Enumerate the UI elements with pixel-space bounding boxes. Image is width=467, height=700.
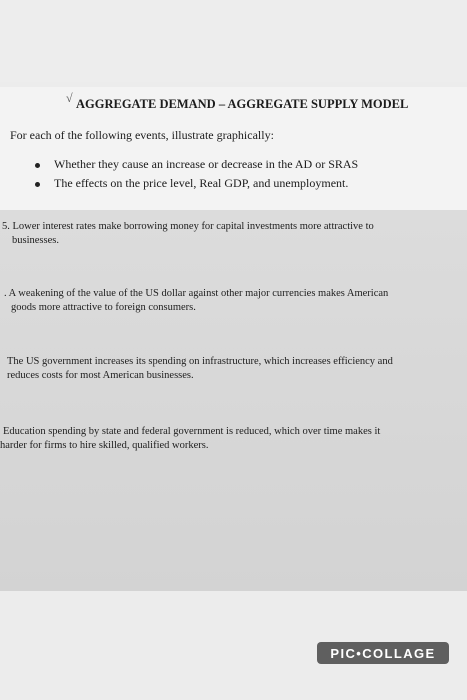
bullet-item xyxy=(0,176,467,195)
instructions-text: For each of the following events, illustrate graphically: xyxy=(10,128,274,142)
event-line: The US government increases its spending on infrastructure, which increases efficiency and xyxy=(7,356,393,367)
event-line: Education spending by state and federal government is reduced, which over time makes it xyxy=(3,426,381,437)
event-line: . A weakening of the value of the US dollar against other major currencies makes American xyxy=(4,288,389,299)
event-item-5 xyxy=(2,220,467,248)
instruction-bullets xyxy=(0,157,467,195)
worksheet-title-row xyxy=(66,91,466,112)
event-line: goods more attractive to foreign consumers. xyxy=(11,302,196,313)
worksheet-lower-area xyxy=(0,210,467,591)
bullet-text: Whether they cause an increase or decrease in the AD or SRAS xyxy=(54,157,359,171)
event-line: reduces costs for most American businesses. xyxy=(7,370,194,381)
top-blank-strip xyxy=(0,0,467,82)
worksheet-photo xyxy=(0,87,467,591)
event-item-8 xyxy=(0,425,467,453)
worksheet-title: AGGREGATE DEMAND – AGGREGATE SUPPLY MODEL xyxy=(76,97,409,111)
check-mark: √ xyxy=(66,91,73,105)
event-line: 5. Lower interest rates make borrowing money for capital investments more attractive to xyxy=(2,221,374,232)
event-item-6 xyxy=(4,287,467,315)
event-line: businesses. xyxy=(12,235,59,246)
bullet-dot-icon xyxy=(35,163,40,168)
pic-collage-watermark: PIC•COLLAGE xyxy=(317,642,449,664)
bullet-item xyxy=(0,157,467,176)
event-item-7 xyxy=(7,355,467,383)
bullet-text: The effects on the price level, Real GDP, and unemployment. xyxy=(54,176,349,190)
bullet-dot-icon xyxy=(35,182,40,187)
event-line: harder for firms to hire skilled, qualified workers. xyxy=(0,440,209,451)
